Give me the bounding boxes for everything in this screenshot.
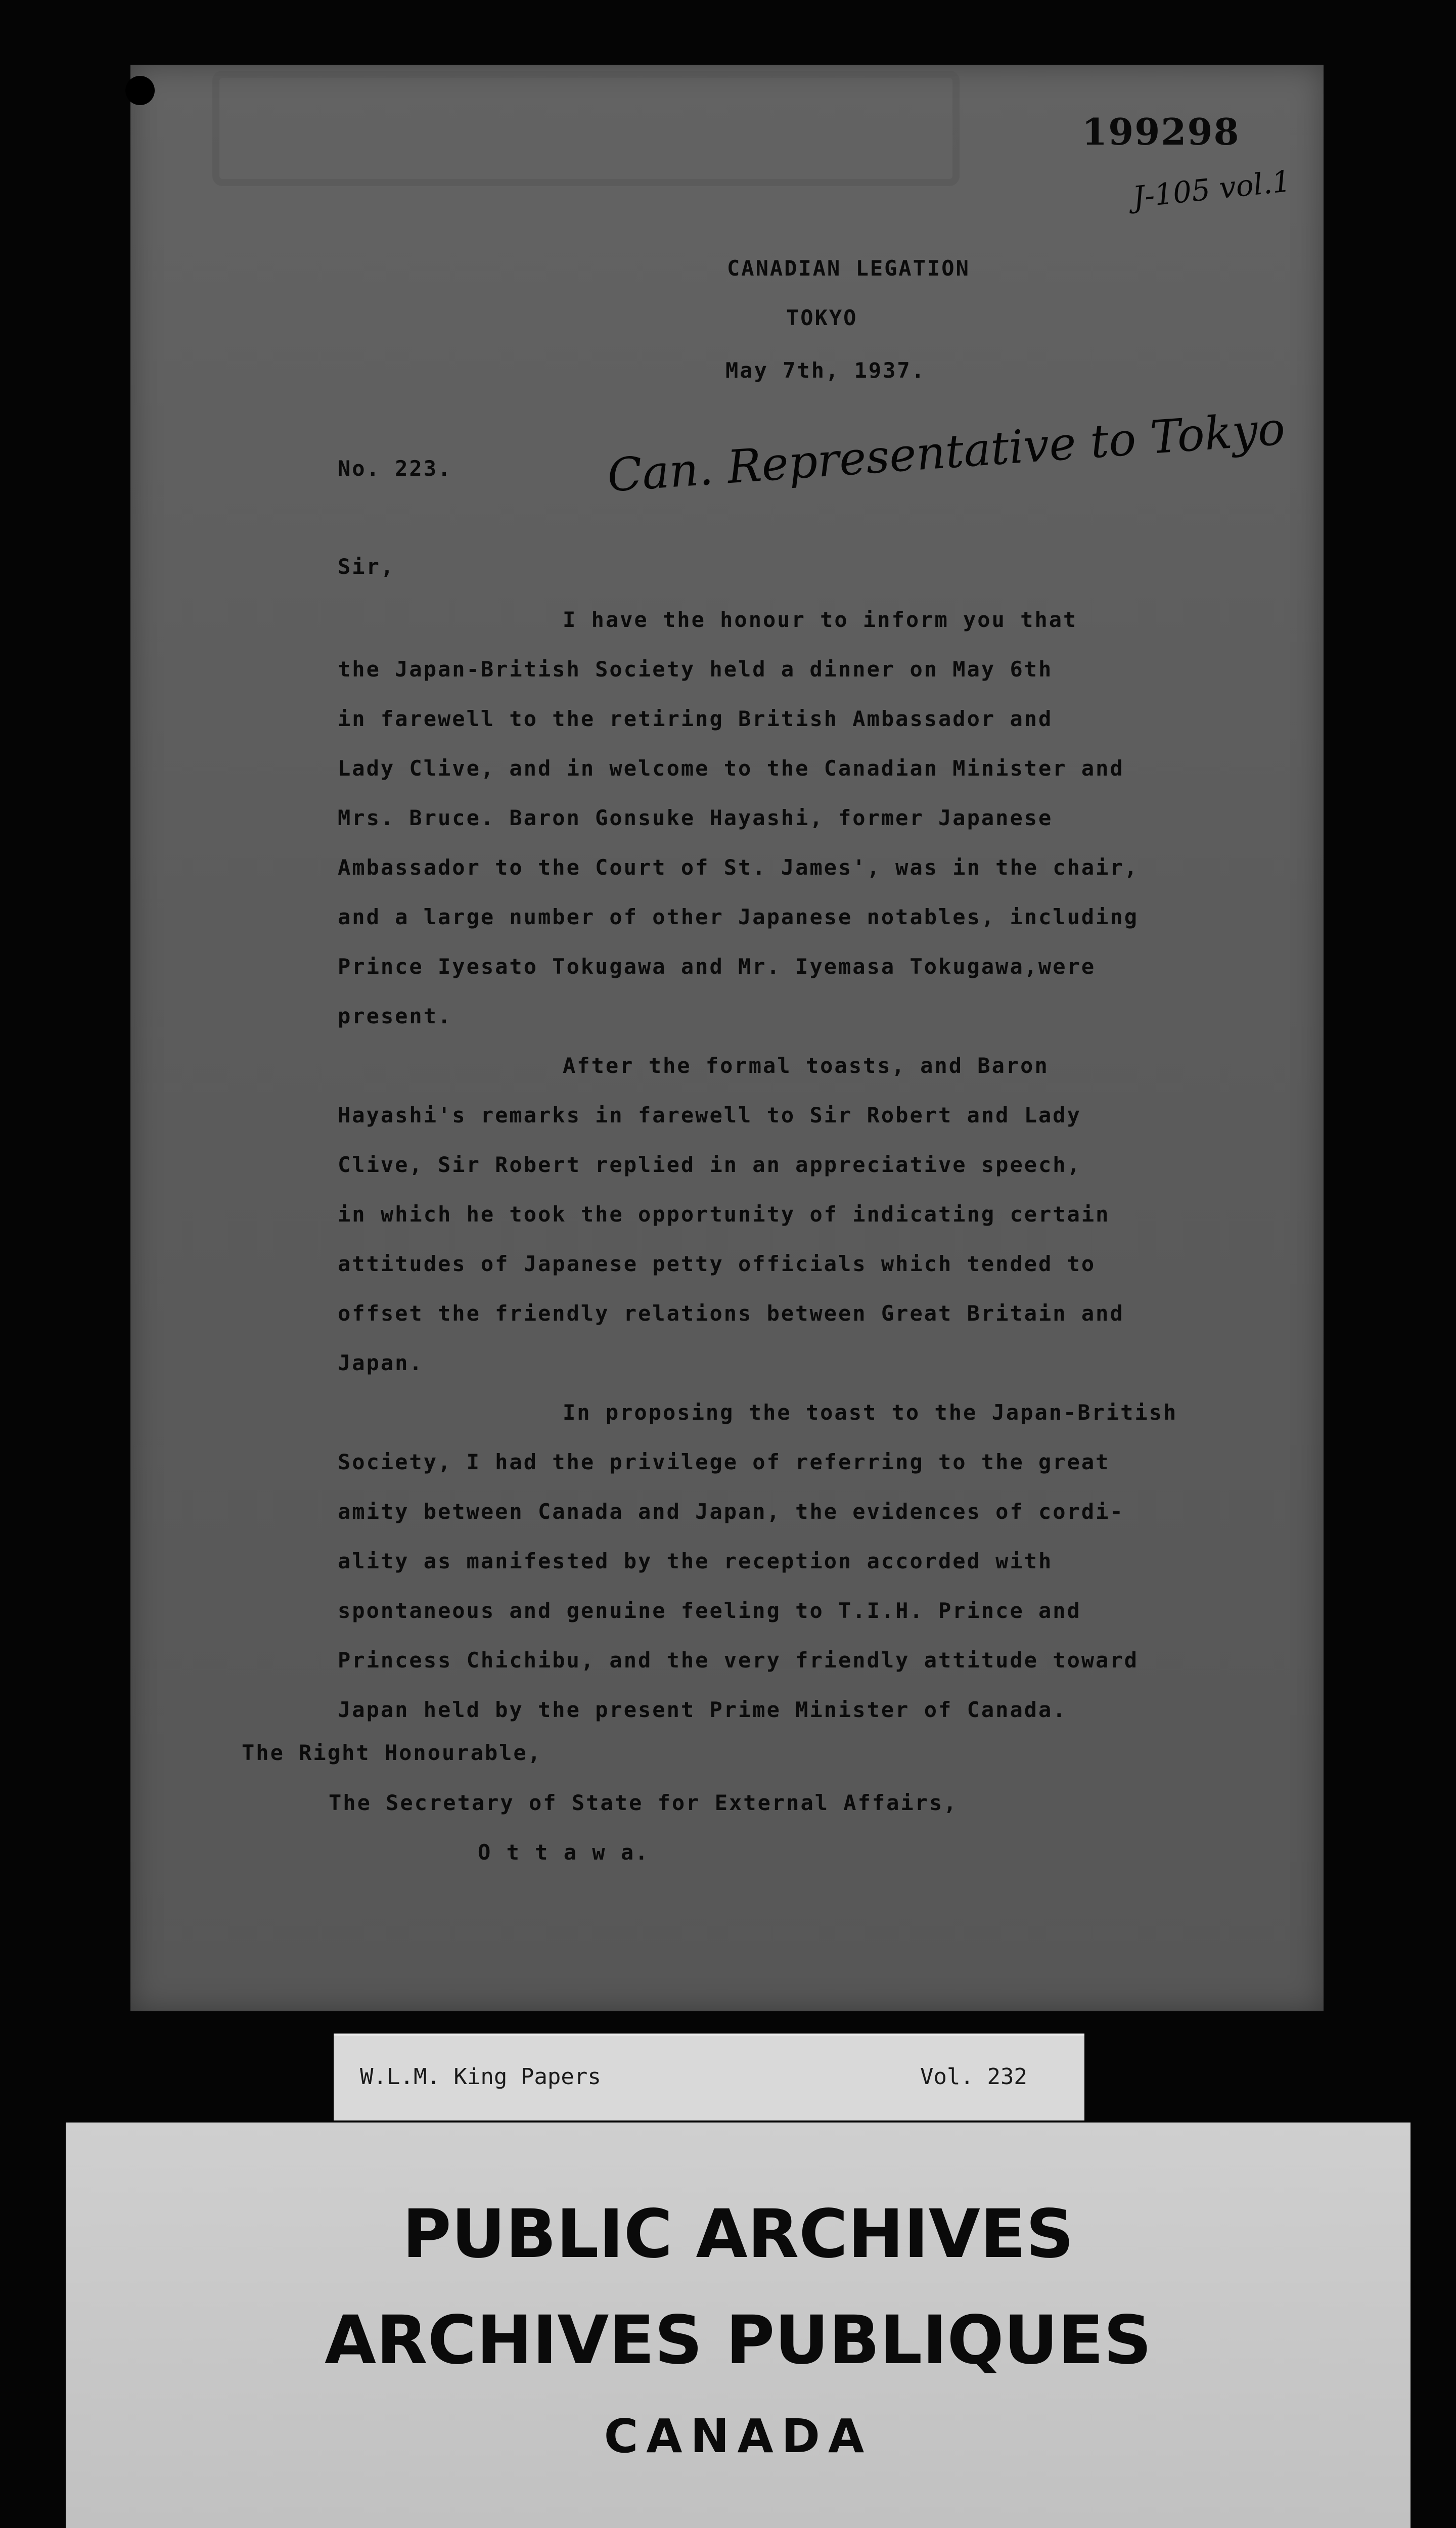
addressee-office: The Secretary of State for External Affairs,	[329, 1790, 958, 1815]
legation-heading: CANADIAN LEGATION	[727, 256, 970, 281]
volume-number: Vol. 232	[920, 2064, 1027, 2090]
body-line: Ambassador to the Court of St. James', was in the chair,	[338, 855, 1139, 880]
handwritten-subject: Can. Representative to Tokyo	[605, 402, 1287, 503]
body-line: After the formal toasts, and Baron	[563, 1053, 1049, 1078]
body-line: Japan.	[338, 1350, 424, 1375]
body-line: amity between Canada and Japan, the evidences of cordi-	[338, 1499, 1124, 1524]
body-line: In proposing the toast to the Japan-British	[563, 1400, 1178, 1425]
body-line: Hayashi's remarks in farewell to Sir Robert and Lady	[338, 1103, 1081, 1127]
body-line: Prince Iyesato Tokugawa and Mr. Iyemasa Tokugawa,were	[338, 954, 1096, 979]
archives-stamp-card	[66, 2123, 1410, 2528]
archives-country: CANADA	[604, 2409, 873, 2463]
body-line: Japan held by the present Prime Minister of Canada.	[338, 1697, 1067, 1722]
city-heading: TOKYO	[786, 305, 858, 330]
body-line: Society, I had the privilege of referring to the great	[338, 1450, 1110, 1474]
body-line: ality as manifested by the reception accorded with	[338, 1549, 1053, 1573]
faded-stamp-mark	[212, 71, 960, 186]
letter-date: May 7th, 1937.	[725, 358, 926, 383]
body-line: Clive, Sir Robert replied in an appreciative speech,	[338, 1152, 1081, 1177]
body-line: present.	[338, 1004, 452, 1028]
body-line: I have the honour to inform you that	[563, 607, 1078, 632]
addressee-title: The Right Honourable,	[242, 1740, 542, 1765]
body-line: offset the friendly relations between Great Britain and	[338, 1301, 1124, 1326]
addressee-city: O t t a w a.	[478, 1840, 650, 1865]
body-line: the Japan-British Society held a dinner on May 6th	[338, 657, 1053, 682]
collection-name: W.L.M. King Papers	[360, 2064, 601, 2090]
body-line: Mrs. Bruce. Baron Gonsuke Hayashi, former Japanese	[338, 805, 1053, 830]
body-line: and a large number of other Japanese notables, including	[338, 905, 1139, 929]
collection-label-strip	[334, 2034, 1084, 2120]
reference-number: No. 223.	[338, 456, 452, 481]
punch-hole	[125, 76, 155, 105]
salutation: Sir,	[338, 554, 395, 579]
body-line: spontaneous and genuine feeling to T.I.H. Prince and	[338, 1598, 1081, 1623]
archives-heading-english: PUBLIC ARCHIVES	[402, 2195, 1074, 2273]
body-line: in which he took the opportunity of indicating certain	[338, 1202, 1110, 1227]
body-line: in farewell to the retiring British Ambassador and	[338, 706, 1053, 731]
body-line: Princess Chichibu, and the very friendly attitude toward	[338, 1648, 1139, 1673]
handwritten-file-annotation: J-105 vol.1	[1131, 163, 1293, 215]
body-line: Lady Clive, and in welcome to the Canadian Minister and	[338, 756, 1124, 781]
document-number: 199298	[1082, 110, 1240, 153]
body-line: attitudes of Japanese petty officials which tended to	[338, 1251, 1096, 1276]
archives-heading-french: ARCHIVES PUBLIQUES	[324, 2301, 1152, 2379]
